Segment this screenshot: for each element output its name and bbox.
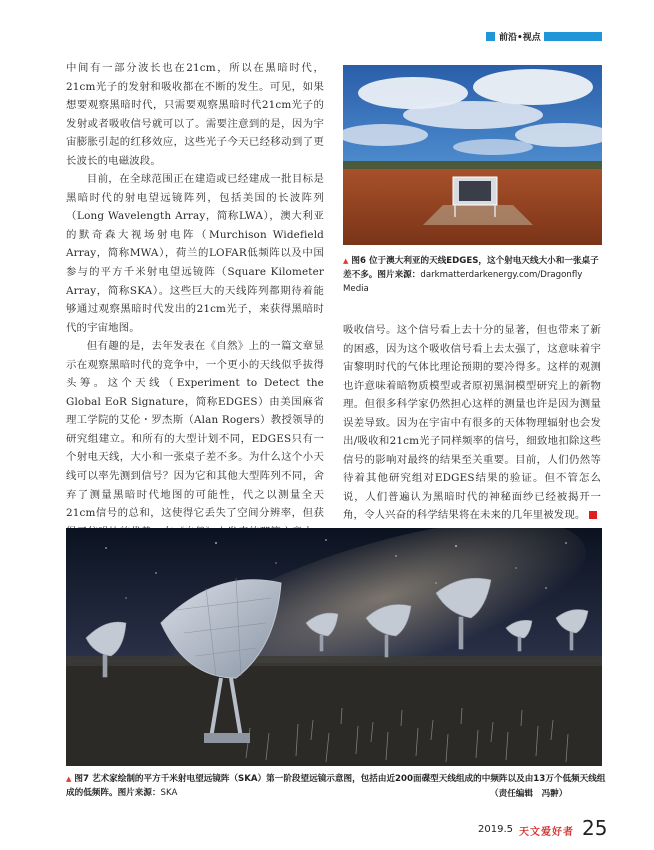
ska-artwork-image — [66, 528, 602, 766]
end-mark-icon — [589, 511, 597, 519]
left-column — [66, 59, 324, 578]
figure-6-caption — [343, 254, 605, 296]
paragraph: 但有趣的是，去年发表在《自然》上的一篇文章显示在观察黑暗时代的竞争中，一个更小的天线似乎拔得头筹。这个天线（Experiment to Detect the Global EoR Signature，简称EDGES）由美国麻省理工学院的艾伦・罗杰斯（Alan Rogers）教授领导的研究组建立。和所有的大型计划不同，EDGES只有一个射电天线，大小和一张桌子差不多。为什么这个小天线可以率先测到信号？因为它和其他大型阵列不同，舍弃了测量黑暗时代地图的可能性，代之以测量全天21cm信号的总和，这使得它丢失了空间分辨率，但获 — [66, 340, 324, 520]
editor-credit: （责任编辑 冯翀） — [490, 789, 568, 799]
edges-antenna-photo — [343, 65, 602, 245]
caption-marker-icon: ▲ — [66, 775, 72, 783]
caption-source: SKA — [160, 788, 178, 798]
page-number: 25 — [582, 816, 608, 840]
issue-date: 2019.5 — [478, 824, 513, 835]
section-bar — [544, 32, 602, 41]
page-footer — [478, 818, 608, 838]
magazine-title: 天文爱好者 — [519, 827, 574, 838]
paragraph-text: 吸收信号。这个信号看上去十分的显著，但也带来了新的困惑，因为这个吸收信号看上去太强了，这意味着宇宙黎明时代的气体比理论预期的要冷得多。这样的观测也许意味着暗物质模型或者原初黑洞模型研究上的新物理。但很多科学家仍然担心这样的测量也许是因为测量误差导致。因为在宇宙中有很多的天体物理辐射也会发出/吸收和21cm光子同样频率的信号，细致地扣除这些信号的影响对最终的结果至关重要。目前，人们仍然等待着其他研究组对EDGES结果的验证。但不管怎么说，人们普遍认为黑暗时代的神秘面纱已经被揭开一角，令人兴奋的科学结果将在未来的几年里被发现。 — [343, 324, 601, 522]
paragraph: 中间有一部分波长也在21cm，所以在黑暗时代，21cm光子的发射和吸收都在不断的发生。可见，如果想要观察黑暗时代，只需要观察黑暗时代21cm光子的发射或者吸收信号就可以了。需要注意到的是，因为宇宙膨胀引起的红移效应，这些光子今天已经移动到了更长波长的电磁波段。 — [66, 62, 324, 167]
caption-marker-icon: ▲ — [343, 257, 349, 265]
right-column — [343, 321, 601, 525]
paragraph: 目前，在全球范围正在建造或已经建成一批目标是黑暗时代的射电望远镜阵列，包括美国的长波阵列（Long Wavelength Array，简称LWA），澳大利亚的默奇森大视场射电阵（Murchison Widefield Array，简称MWA），荷兰的LOFAR低频阵以及中国参与的平方千米射电望远镜阵（Square Kilometer Array，简称SKA）。这些巨大的天线阵列都期待着能够通过观察黑暗时代发出的21cm光子，来获得黑暗时代的宇宙地图。 — [66, 173, 324, 334]
caption-text: 图6 位于澳大利亚的天线EDGES，这个射电天线大小和一张桌子差不多。图片来源： — [343, 256, 599, 280]
caption-text: 图7 艺术家绘制的平方千米射电望远镜阵（SKA）第一阶段望远镜示意图，包括由近200面碟型天线组成的中频阵以及由13万个低频天线组成的低频阵。图片来源： — [66, 774, 606, 798]
section-marker-icon — [486, 32, 495, 41]
paragraph — [343, 321, 601, 525]
section-header — [482, 31, 602, 43]
caption-source: darkmatterdarkenergy.com/Dragonfly Media — [343, 270, 583, 294]
section-label: 前沿•视点 — [499, 33, 541, 43]
